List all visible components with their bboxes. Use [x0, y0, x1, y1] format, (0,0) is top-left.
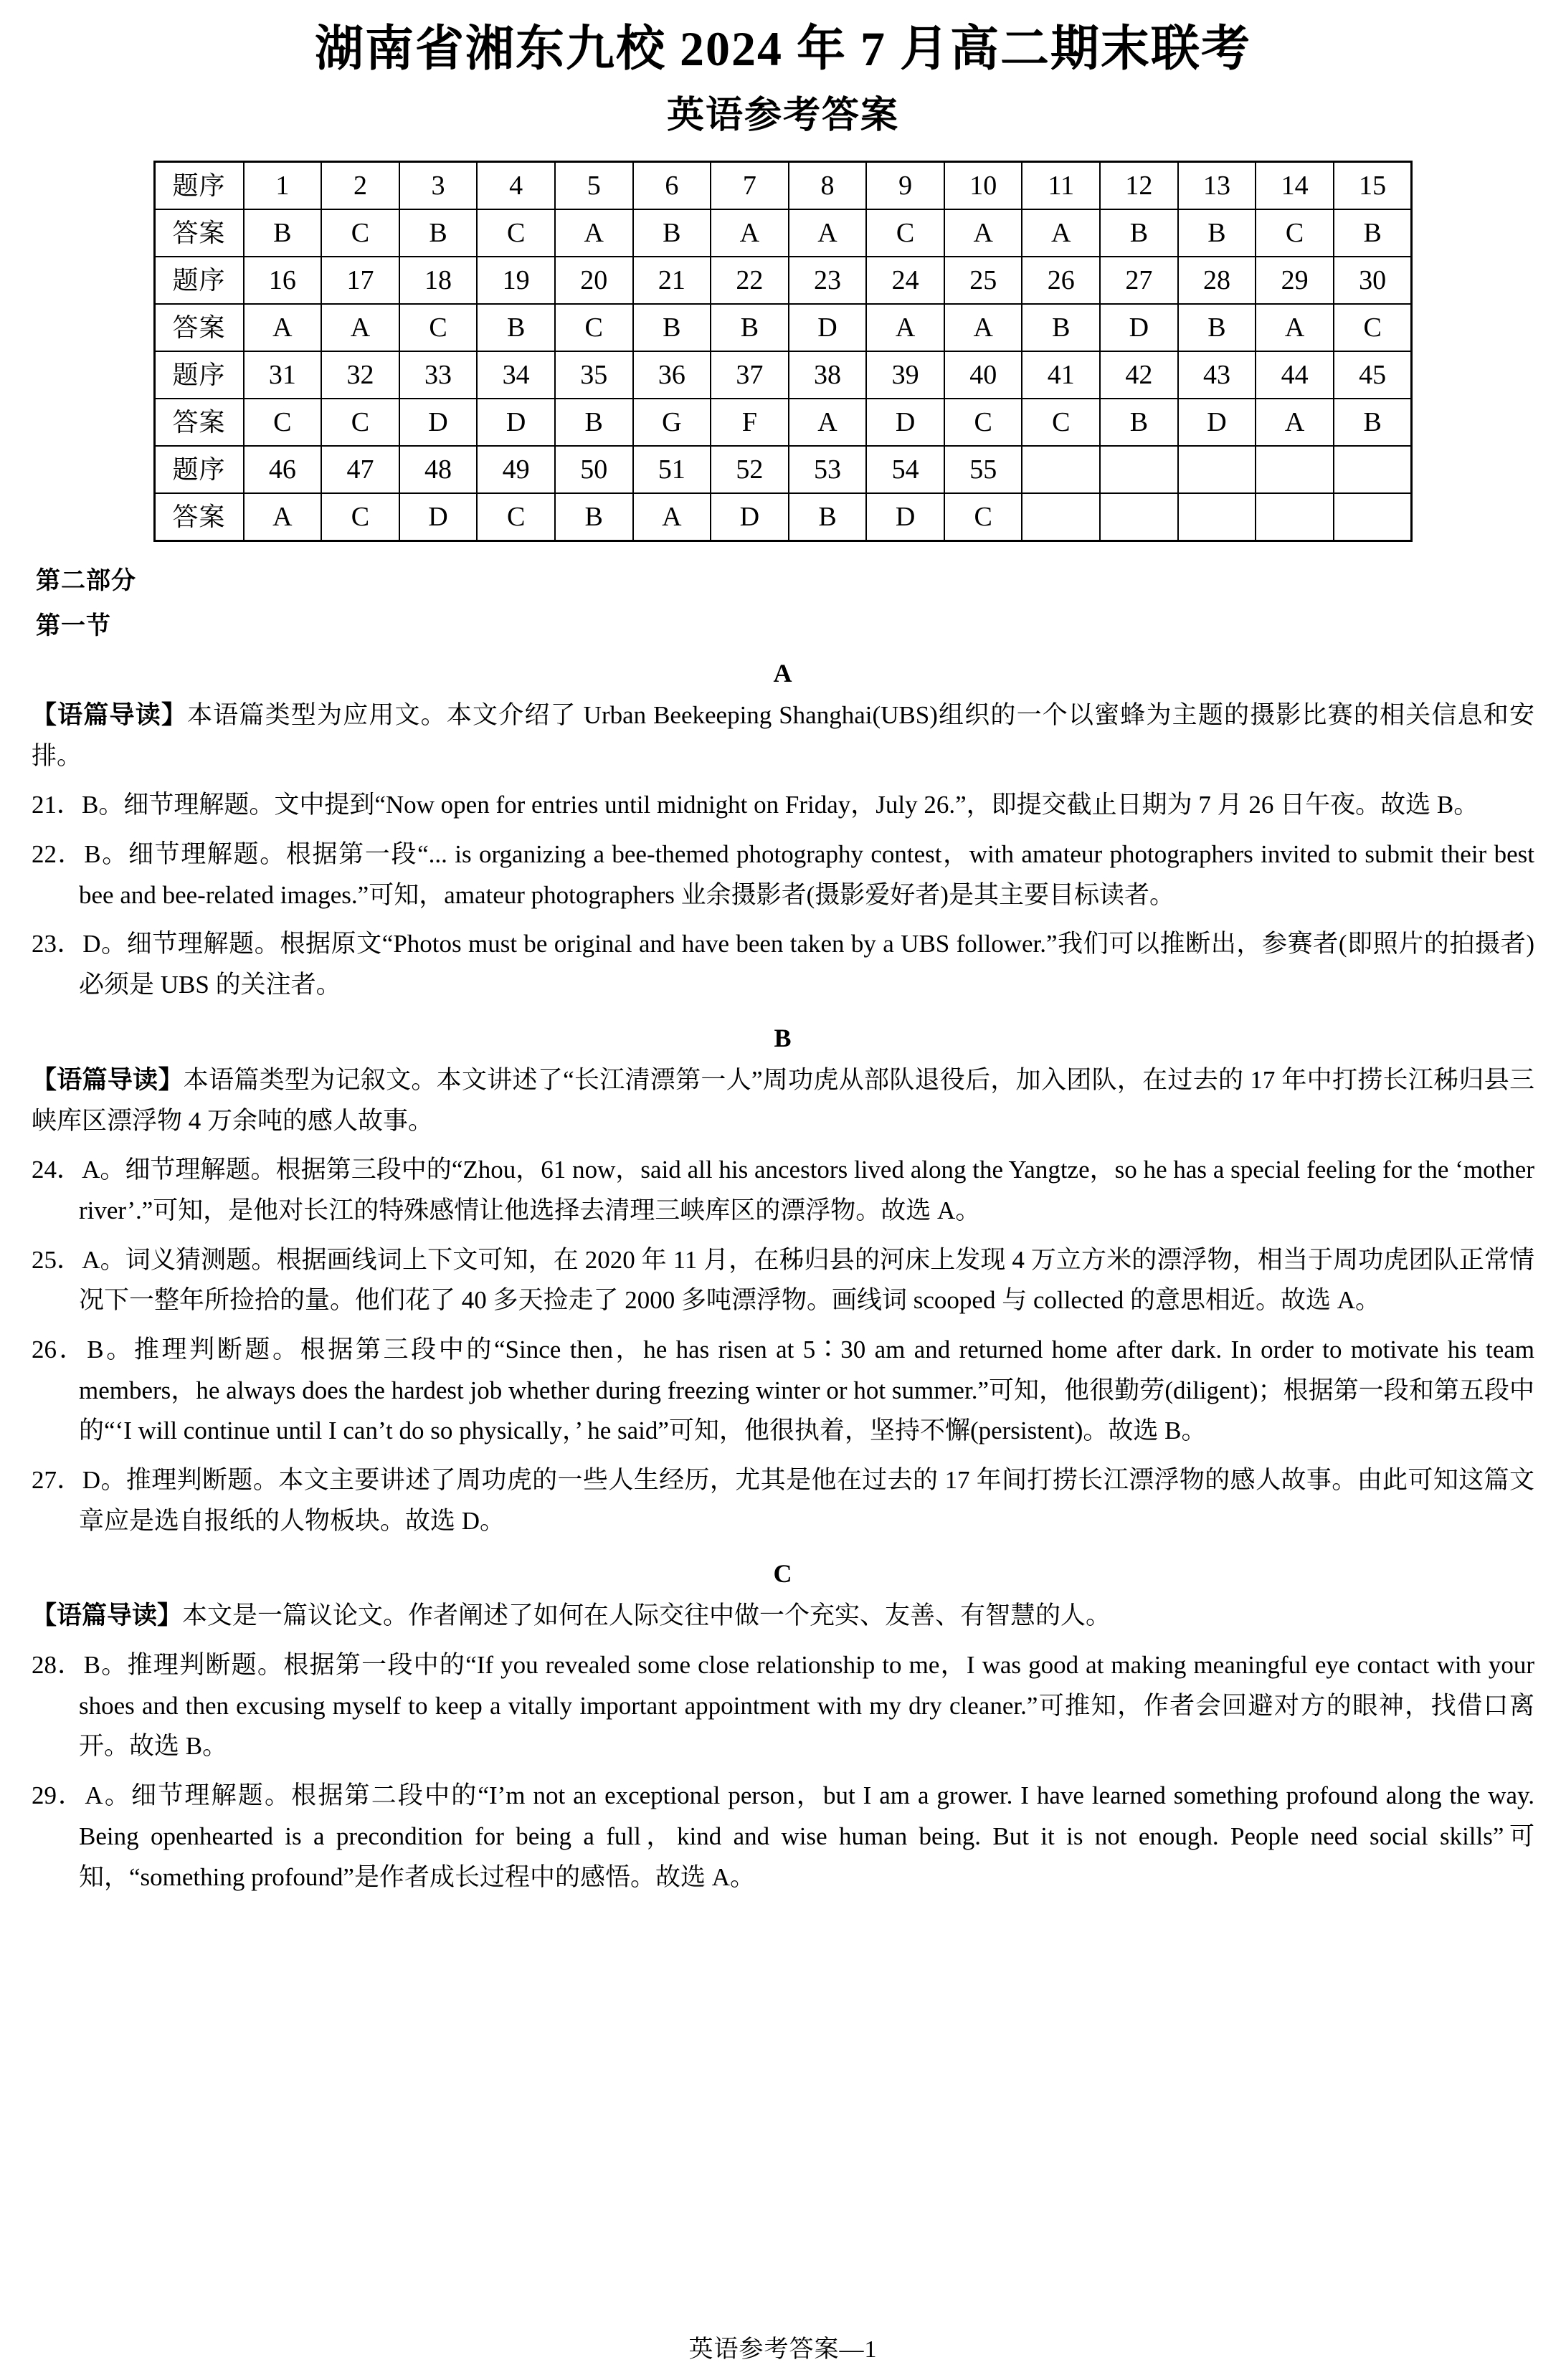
page-subtitle: 英语参考答案 — [666, 95, 899, 136]
question-number-cell: 9 — [866, 162, 944, 210]
answer-cell — [1256, 493, 1334, 541]
question-number-cell: 35 — [555, 351, 633, 399]
table-row — [154, 304, 1412, 351]
question-number-cell: 5 — [555, 162, 633, 210]
question-number-cell: 43 — [1178, 351, 1256, 399]
question-number-cell: 42 — [1100, 351, 1178, 399]
question-number-cell: 51 — [633, 446, 711, 493]
question-number-cell: 45 — [1334, 351, 1412, 399]
passages-container — [32, 658, 1534, 1898]
question-number-cell: 19 — [477, 257, 555, 304]
answer-cell: C — [866, 209, 944, 257]
explanation-item: 23．D。细节理解题。根据原文“Photos must be original and have been taken by a UBS follower.”我们可以推断出，参赛者(即照片的拍摄者)必须是 UBS 的关注者。 — [32, 930, 1534, 999]
answer-cell: C — [477, 493, 555, 541]
question-number-cell: 33 — [399, 351, 478, 399]
answer-cell — [1022, 493, 1100, 541]
guide-text: 本语篇类型为应用文。本文介绍了 Urban Beekeeping Shanghai(UBS)组织的一个以蜜蜂为主题的摄影比赛的相关信息和安排。 — [32, 701, 1534, 770]
answer-cell: A — [555, 209, 633, 257]
answer-cell: A — [1022, 209, 1100, 257]
row-header-question: 题序 — [154, 257, 244, 304]
question-number-cell: 4 — [477, 162, 555, 210]
question-number-cell — [1022, 446, 1100, 493]
question-number-cell: 11 — [1022, 162, 1100, 210]
answer-cell: B — [399, 209, 478, 257]
question-number-cell: 20 — [555, 257, 633, 304]
answer-cell: A — [711, 209, 789, 257]
question-number-cell: 41 — [1022, 351, 1100, 399]
answer-cell: B — [1334, 399, 1412, 446]
question-number-cell: 18 — [399, 257, 478, 304]
answer-cell: C — [321, 399, 399, 446]
question-number-cell: 3 — [399, 162, 478, 210]
table-row — [154, 162, 1412, 210]
page-title: 湖南省湘东九校 2024 年 7 月高二期末联考 — [314, 22, 1251, 76]
passage-letter: C — [773, 1559, 793, 1589]
passage-guide — [32, 1060, 1534, 1141]
question-number-cell: 24 — [866, 257, 944, 304]
answer-cell: B — [244, 209, 322, 257]
answer-cell: A — [633, 493, 711, 541]
answer-cell: C — [944, 493, 1022, 541]
question-number-cell: 10 — [944, 162, 1022, 210]
table-row — [154, 351, 1412, 399]
question-number-cell: 1 — [244, 162, 322, 210]
question-number-cell: 40 — [944, 351, 1022, 399]
answer-cell: D — [866, 493, 944, 541]
question-number-cell: 37 — [711, 351, 789, 399]
answer-cell: B — [1334, 209, 1412, 257]
table-row — [154, 493, 1412, 541]
answer-cell: C — [321, 493, 399, 541]
answer-cell — [1178, 493, 1256, 541]
row-header-answer: 答案 — [154, 399, 244, 446]
answer-cell: D — [1178, 399, 1256, 446]
question-number-cell: 7 — [711, 162, 789, 210]
answer-cell: F — [711, 399, 789, 446]
question-number-cell: 23 — [789, 257, 867, 304]
answer-cell: B — [555, 493, 633, 541]
table-row — [154, 209, 1412, 257]
answer-cell: B — [1178, 304, 1256, 351]
answer-cell: C — [1022, 399, 1100, 446]
answer-cell: C — [555, 304, 633, 351]
answer-cell: B — [1178, 209, 1256, 257]
answer-cell: B — [1022, 304, 1100, 351]
question-number-cell: 15 — [1334, 162, 1412, 210]
explanation-item: 22．B。细节理解题。根据第一段“... is organizing a bee-themed photography contest，with amateur photographers invited to submit their best bee and bee-related images.”可知，amateur photographers 业余摄影者(摄影爱好者)是其主要目标读者。 — [32, 840, 1534, 909]
answer-cell: D — [1100, 304, 1178, 351]
passage-guide — [32, 1596, 1534, 1637]
row-header-answer: 答案 — [154, 493, 244, 541]
answer-cell: B — [633, 304, 711, 351]
question-number-cell: 28 — [1178, 257, 1256, 304]
passage-guide — [32, 695, 1534, 776]
answer-table-wrapper — [32, 161, 1534, 542]
guide-text: 本文是一篇议论文。作者阐述了如何在人际交往中做一个充实、友善、有智慧的人。 — [182, 1601, 1111, 1630]
question-number-cell: 30 — [1334, 257, 1412, 304]
question-number-cell: 49 — [477, 446, 555, 493]
question-number-cell: 14 — [1256, 162, 1334, 210]
answer-cell: A — [1256, 304, 1334, 351]
question-number-cell — [1256, 446, 1334, 493]
question-number-cell: 39 — [866, 351, 944, 399]
row-header-question: 题序 — [154, 351, 244, 399]
question-number-cell: 50 — [555, 446, 633, 493]
question-number-cell: 36 — [633, 351, 711, 399]
answer-cell: B — [477, 304, 555, 351]
answer-cell: D — [477, 399, 555, 446]
question-number-cell: 38 — [789, 351, 867, 399]
question-number-cell: 22 — [711, 257, 789, 304]
question-number-cell: 25 — [944, 257, 1022, 304]
answer-cell: C — [244, 399, 322, 446]
question-number-cell: 16 — [244, 257, 322, 304]
row-header-question: 题序 — [154, 162, 244, 210]
answer-cell: A — [244, 493, 322, 541]
answer-cell: G — [633, 399, 711, 446]
explanation-item: 21．B。细节理解题。文中提到“Now open for entries until midnight on Friday，July 26.”，即提交截止日期为 7 月 26 日午夜。故选 B。 — [32, 791, 1479, 819]
answer-cell: D — [399, 493, 478, 541]
explanation-item: 27．D。推理判断题。本文主要讲述了周功虎的一些人生经历，尤其是他在过去的 17 年间打捞长江漂浮物的感人故事。由此可知这篇文章应是选自报纸的人物板块。故选 D。 — [32, 1466, 1534, 1535]
answer-cell — [1334, 493, 1412, 541]
answer-cell: D — [789, 304, 867, 351]
question-number-cell: 48 — [399, 446, 478, 493]
guide-tag: 【语篇导读】 — [32, 1601, 183, 1630]
answer-cell: B — [711, 304, 789, 351]
section-part-two: 第二部分 — [36, 567, 136, 594]
answer-cell: C — [477, 209, 555, 257]
row-header-answer: 答案 — [154, 209, 244, 257]
answer-sheet-page — [0, 19, 1566, 2380]
question-number-cell: 31 — [244, 351, 322, 399]
question-number-cell: 46 — [244, 446, 322, 493]
question-number-cell: 12 — [1100, 162, 1178, 210]
answer-cell: B — [633, 209, 711, 257]
guide-text: 本语篇类型为记叙文。本文讲述了“长江清漂第一人”周功虎从部队退役后，加入团队，在过去的 17 年中打捞长江秭归县三峡库区漂浮物 4 万余吨的感人故事。 — [32, 1065, 1534, 1135]
question-number-cell: 8 — [789, 162, 867, 210]
question-number-cell: 21 — [633, 257, 711, 304]
question-number-cell: 47 — [321, 446, 399, 493]
question-number-cell — [1334, 446, 1412, 493]
passage-letter: B — [774, 1023, 792, 1052]
question-number-cell: 29 — [1256, 257, 1334, 304]
question-number-cell: 32 — [321, 351, 399, 399]
question-number-cell — [1178, 446, 1256, 493]
answer-cell: A — [244, 304, 322, 351]
question-number-cell: 44 — [1256, 351, 1334, 399]
answer-cell: C — [399, 304, 478, 351]
table-row — [154, 257, 1412, 304]
guide-tag: 【语篇导读】 — [32, 701, 188, 729]
answer-cell: B — [1100, 399, 1178, 446]
answer-cell: B — [1100, 209, 1178, 257]
answer-cell: C — [321, 209, 399, 257]
question-number-cell: 55 — [944, 446, 1022, 493]
answer-cell: A — [1256, 399, 1334, 446]
question-number-cell: 52 — [711, 446, 789, 493]
answer-key-table — [153, 161, 1413, 542]
answer-cell: A — [321, 304, 399, 351]
explanation-item: 25．A。词义猜测题。根据画线词上下文可知，在 2020 年 11 月，在秭归县的河床上发现 4 万立方米的漂浮物，相当于周功虎团队正常情况下一整年所捡拾的量。他们花了 40 多天捡走了 2000 多吨漂浮物。画线词 scooped 与 collected 的意思相近。故选 A。 — [32, 1245, 1534, 1315]
section-one: 第一节 — [36, 612, 111, 639]
question-number-cell: 6 — [633, 162, 711, 210]
answer-cell: A — [944, 304, 1022, 351]
answer-cell: A — [866, 304, 944, 351]
explanation-item: 29．A。细节理解题。根据第二段中的“I’m not an exceptional person，but I am a grower. I have learned something profound along the way. Being openhearted is a precondition for being a full，kind and wise human being. But it is not enough. People need social skills”可知，“something profound”是作者成长过程中的感悟。故选 A。 — [32, 1781, 1534, 1891]
row-header-answer: 答案 — [154, 304, 244, 351]
answer-cell: B — [789, 493, 867, 541]
answer-cell — [1100, 493, 1178, 541]
explanation-item: 24．A。细节理解题。根据第三段中的“Zhou，61 now，said all his ancestors lived along the Yangtze，so he has a special feeling for the ‘mother river’.”可知，是他对长江的特殊感情让他选择去清理三峡库区的漂浮物。故选 A。 — [32, 1156, 1534, 1224]
question-number-cell: 2 — [321, 162, 399, 210]
page-footer: 英语参考答案—1 — [688, 2336, 878, 2363]
passage-letter: A — [773, 659, 793, 687]
row-header-question: 题序 — [154, 446, 244, 493]
explanation-item: 28．B。推理判断题。根据第一段中的“If you revealed some close relationship to me，I was good at making meaningful eye contact with your shoes and then excusing myself to keep a vitally important appointment with my dry cleaner.”可推知，作者会回避对方的眼神，找借口离开。故选 B。 — [32, 1651, 1534, 1761]
question-number-cell — [1100, 446, 1178, 493]
answer-cell: D — [711, 493, 789, 541]
table-row — [154, 399, 1412, 446]
table-row — [154, 446, 1412, 493]
question-number-cell: 27 — [1100, 257, 1178, 304]
answer-cell: C — [1256, 209, 1334, 257]
explanation-item: 26．B。推理判断题。根据第三段中的“Since then，he has risen at 5∶30 am and returned home after dark. In order to motivate his team members，he always does the hardest job whether during freezing winter or hot summer.”可知，他很勤劳(diligent)；根据第一段和第五段中的“‘I will continue until I can’t do so physically，’ he said”可知，他很执着，坚持不懈(persistent)。故选 B。 — [32, 1335, 1534, 1445]
question-number-cell: 54 — [866, 446, 944, 493]
answer-cell: B — [555, 399, 633, 446]
question-number-cell: 53 — [789, 446, 867, 493]
answer-cell: A — [944, 209, 1022, 257]
answer-cell: C — [944, 399, 1022, 446]
guide-tag: 【语篇导读】 — [32, 1065, 184, 1094]
answer-cell: D — [399, 399, 478, 446]
answer-cell: A — [789, 209, 867, 257]
answer-cell: A — [789, 399, 867, 446]
question-number-cell: 34 — [477, 351, 555, 399]
question-number-cell: 13 — [1178, 162, 1256, 210]
answer-cell: D — [866, 399, 944, 446]
question-number-cell: 17 — [321, 257, 399, 304]
answer-cell: C — [1334, 304, 1412, 351]
question-number-cell: 26 — [1022, 257, 1100, 304]
